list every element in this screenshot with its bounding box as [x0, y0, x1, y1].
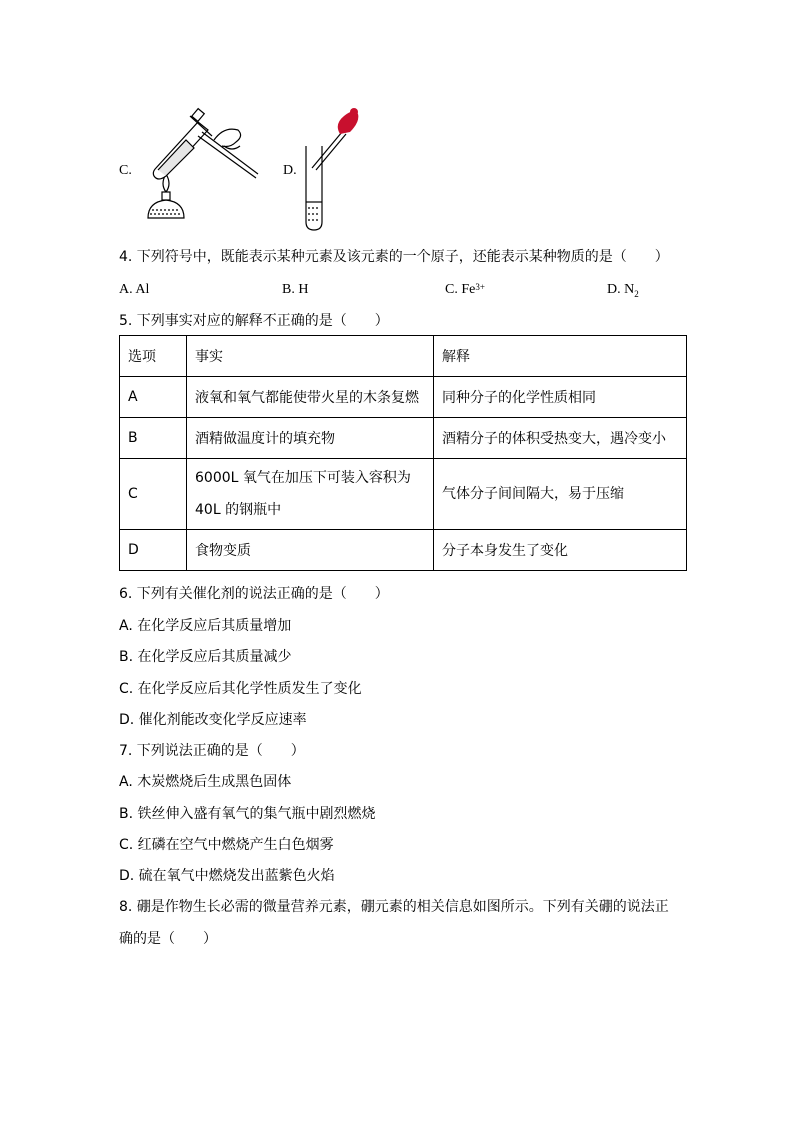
row-c-option: C — [120, 459, 187, 530]
row-b-option: B — [120, 418, 187, 459]
heating-test-tube-figure — [140, 106, 264, 234]
row-d-explanation: 分子本身发生了变化 — [434, 530, 687, 571]
q4-option-d[interactable] — [607, 281, 639, 299]
q4-option-b[interactable]: B. H — [282, 282, 309, 297]
q7-option-a[interactable]: A. 木炭燃烧后生成黑色固体 — [119, 774, 292, 790]
row-a-explanation: 同种分子的化学性质相同 — [434, 377, 687, 418]
row-b-fact: 酒精做温度计的填充物 — [187, 418, 434, 459]
test-tube-icon — [153, 109, 212, 179]
q6-option-d[interactable]: D. 催化剂能改变化学反应速率 — [119, 712, 307, 728]
q7-option-d[interactable]: D. 硫在氧气中燃烧发出蓝紫色火焰 — [119, 868, 335, 884]
dropper-test-tube-figure — [296, 104, 366, 234]
q7-option-c[interactable]: C. 红磷在空气中燃烧产生白色烟雾 — [119, 837, 334, 853]
row-c-fact-line2: 40L 的钢瓶中 — [195, 502, 282, 518]
q8-stem-line1: 8. 硼是作物生长必需的微量营养元素，硼元素的相关信息如图所示。下列有关硼的说法正 — [119, 899, 669, 915]
q8-stem-line2: 确的是（ ） — [119, 931, 217, 947]
row-a-fact: 液氧和氧气都能使带火星的木条复燃 — [187, 377, 434, 418]
q4-option-c-charge: 3+ — [475, 282, 485, 292]
q4-option-c-text: C. Fe — [445, 282, 476, 297]
q4-option-d-subscript: 2 — [634, 289, 639, 299]
dropper-icon — [312, 108, 358, 170]
q3-option-d-label: D. — [283, 163, 297, 178]
table-row — [120, 530, 687, 571]
tube-holder-icon — [198, 129, 258, 178]
row-d-fact: 食物变质 — [187, 530, 434, 571]
table-row — [120, 418, 687, 459]
row-c-fact-line1: 6000L 氧气在加压下可装入容积为 — [195, 470, 411, 486]
q7-option-b[interactable]: B. 铁丝伸入盛有氧气的集气瓶中剧烈燃烧 — [119, 806, 376, 822]
table-header-row — [120, 336, 687, 377]
q6-option-a[interactable]: A. 在化学反应后其质量增加 — [119, 618, 292, 634]
table-row — [120, 377, 687, 418]
row-c-fact — [187, 459, 434, 530]
q6-option-b[interactable]: B. 在化学反应后其质量减少 — [119, 649, 292, 665]
q3-option-c-label: C. — [119, 163, 132, 178]
row-d-option: D — [120, 530, 187, 571]
q4-option-c[interactable] — [445, 281, 485, 299]
q6-option-c[interactable]: C. 在化学反应后其化学性质发生了变化 — [119, 681, 362, 697]
header-explanation: 解释 — [434, 336, 687, 377]
q5-table — [119, 335, 687, 571]
q7-stem: 7. 下列说法正确的是（ ） — [119, 743, 305, 759]
q5-stem: 5. 下列事实对应的解释不正确的是（ ） — [119, 313, 389, 329]
row-b-explanation: 酒精分子的体积受热变大，遇冷变小 — [434, 418, 687, 459]
header-option: 选项 — [120, 336, 187, 377]
q4-stem: 4. 下列符号中，既能表示某种元素及该元素的一个原子，还能表示某种物质的是（ ） — [119, 249, 669, 265]
row-c-explanation: 气体分子间间隔大，易于压缩 — [434, 459, 687, 530]
alcohol-lamp-icon — [148, 174, 184, 218]
q6-stem: 6. 下列有关催化剂的说法正确的是（ ） — [119, 586, 389, 602]
row-a-option: A — [120, 377, 187, 418]
q4-option-a[interactable]: A. Al — [119, 282, 150, 297]
table-row — [120, 459, 687, 530]
header-fact: 事实 — [187, 336, 434, 377]
q4-option-d-text: D. N — [607, 282, 635, 297]
